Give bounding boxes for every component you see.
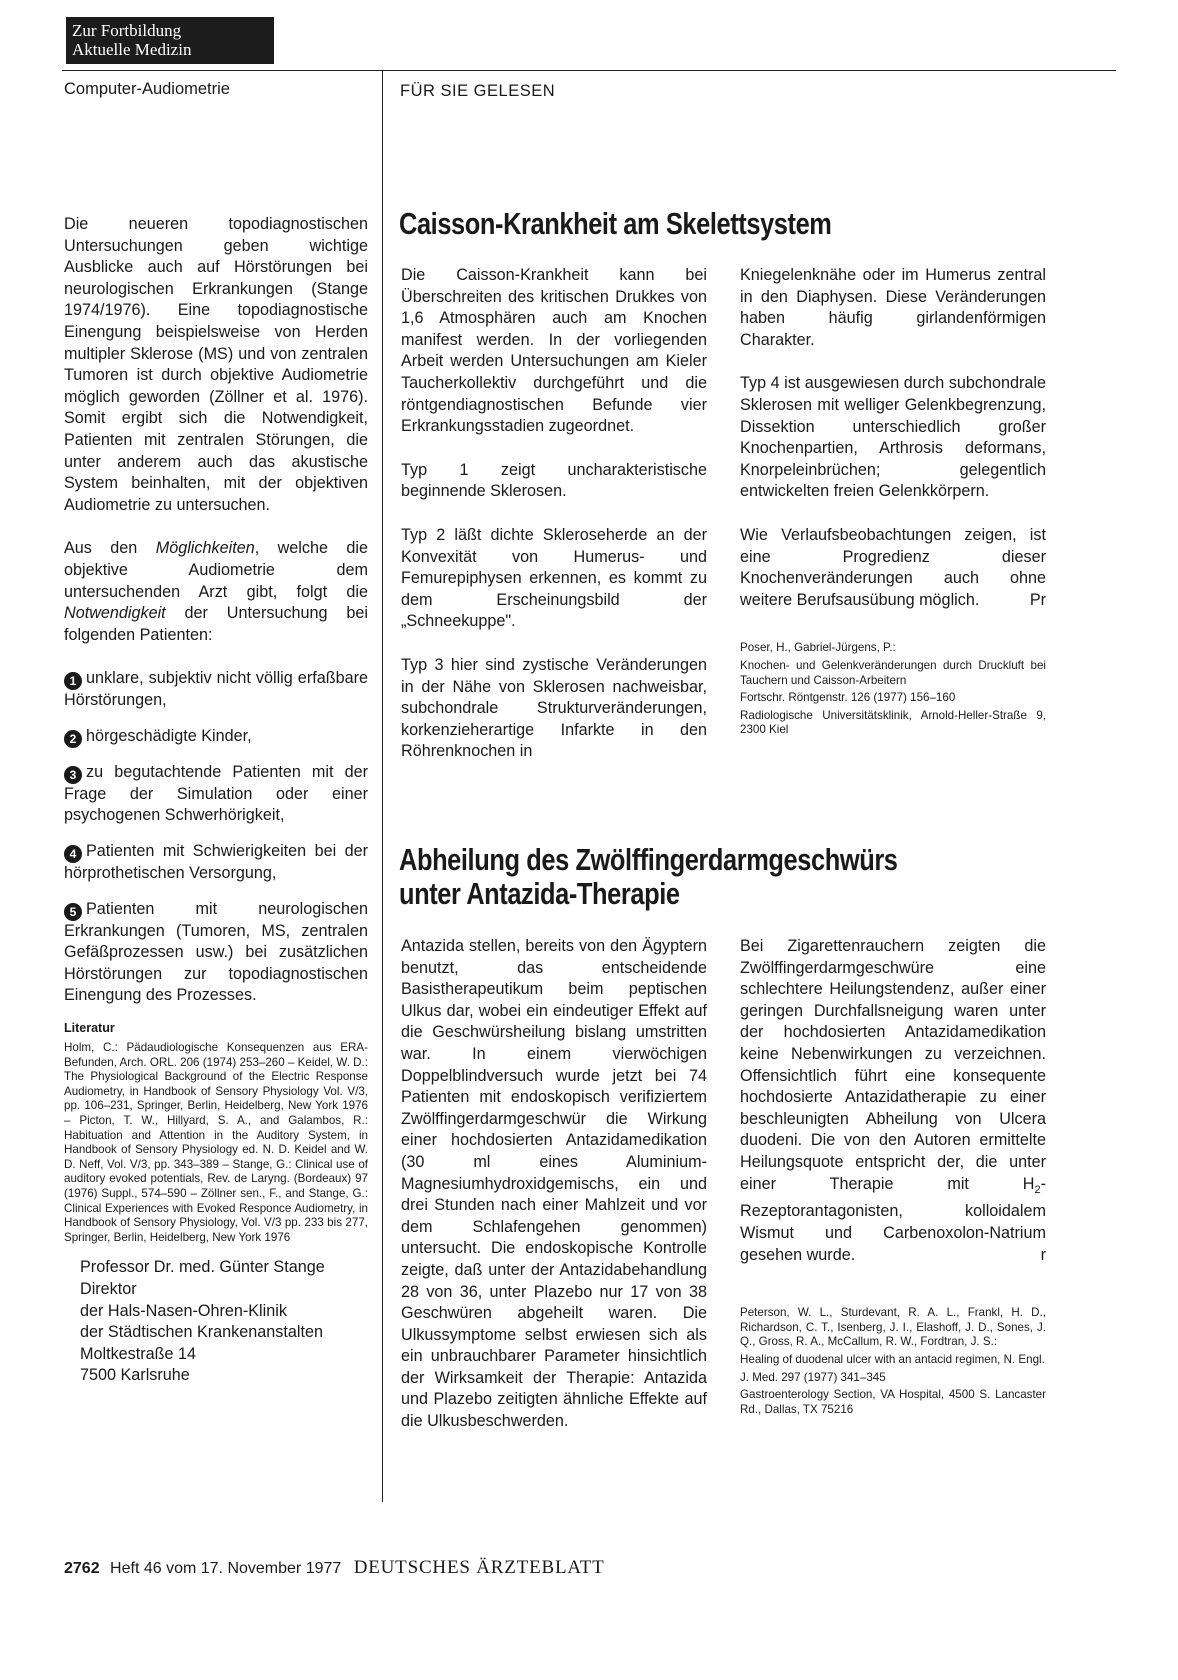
literature-text: Holm, C.: Pädaudiologische Konsequenzen aus ERA-Befunden, Arch. ORL. 206 (1974) 253–260 – Keidel, W. D.: The Physiological Background of the Electric Response Audiometry, in Handbook of Sensory Physiology Vol. V/3, pp. 106–231, Springer, Berlin, Heidelberg, New York 1976 – Picton, T. W., Hillyard, S. A., and Galambos, R.: Habituation and Attention in the Auditory System, in Handbook of Sensory Physiology ed. N. D. Keidel and W. D. Neff, Vol. V/3, pp. 343–389 – Stange, G.: Clinical use of auditory evoked potentials, Rev. de Laryng. (Bordeaux) 97 (1976) Suppl., 574–590 – Zöllner sen., F., and Stange, G.: Clinical Experiences with Evoked Responce Audiometry, in Handbook of Sensory Physiology, Vol. V/3 pp. 233 bis 277, Springer, Berlin, Heidelberg, New York 1976 [64,1041,368,1244]
section-badge [66,17,274,64]
column-divider [382,70,383,1502]
author-signature: Pr [1029,590,1046,609]
number-badge-icon: 4 [64,845,82,863]
article2-paragraph: Antazida stellen, bereits von den Ägyptern benutzt, das entscheidende Basistherapeutikum beim peptischen Ulkus dar, wobei ein eindeutiger Effekt auf die Geschwürsheilung bislang umstritten war. In einem vierwöchigen Doppelblindversuch wurde jetzt bei 74 Patienten mit endoskopisch verifiziertem Zwölffingerdarmgeschwür die Wirkung einer hochdosierten Antazidamedikation (30 ml eines Aluminium-Magnesiumhydroxidgemischs, ein und drei Stunden nach einer Mahlzeit und vor dem Schlafengehen genommen) untersucht. Die endoskopische Kontrolle zeigte, daß unter der Antazidabehandlung 28 von 36, unter Plazebo nur 17 von 38 Geschwüren abgeheilt waren. Die Ulkussymptome selbst erwiesen sich als ein unbrauchbarer Parameter hinsichtlich der Wirksamkeit der Therapie: Antazida und Plazebo zeitigten ähnliche Effekte auf die Ulkusbeschwerden. [401,937,707,1431]
article1-paragraph: Typ 4 ist ausgewiesen durch subchondrale Sklerosen mit welliger Gelenkbegrenzung, Dissektion unterschiedlich großer Knochenpartien, Arthrosis deformans, Knorpeleinbrüchen; gelegentlich entwickelten freien Gelenkkörpern. [740,374,1046,501]
section-label-right: FÜR SIE GELESEN [400,82,556,100]
emphasis-notwendigkeit: Notwendigkeit [64,604,166,623]
article2-paragraph: Bei Zigarettenrauchern zeigten die Zwölffingerdarmgeschwüre eine schlechtere Heilungstendenz, außer einer geringen Durchfallsneigung waren unter der hochdosierten Antazidamedikation keine Nebenwirkungen zu verzeichnen. Offensichtlich führt eine konsequente hochdosierte Antazidatherapie zu einer beschleunigten Abheilung von Ulcera duodeni. Die von den Autoren ermittelte Heilungsquote entspricht der, die unter einer Therapie mit $H_2$-Rezeptorantagonisten, kolloidalem Wismut und Carbenoxolon-Natrium gesehen wurde. r [740,936,1046,1266]
patient-list [64,668,368,1007]
article2-col2 [740,936,1046,1417]
article2-references: Peterson, W. L., Sturdevant, R. A. L., Frankl, H. D., Richardson, C. T., Isenberg, J. I., Elashoff, J. D., Sones, J. Q., Gross, R. A., McCallum, R. W., Fordtran, J. S.: Healing of duodenal ulcer with an antacid regimen, N. Engl. J. Med. 297 (1977) 341–345 Gastroenterology Section, VA Hospital, 4500 S. Lancaster Rd., Dallas, TX 75216 [740,1306,1046,1416]
article1-paragraph: Kniegelenknähe oder im Humerus zentral in den Diaphysen. Diese Veränderungen haben häufig girlandenförmigen Charakter. [740,266,1046,349]
page-footer [64,1557,605,1579]
author-signature: r [1040,1245,1046,1264]
badge-line-1: Zur Fortbildung [72,21,182,40]
number-badge-icon: 5 [64,903,82,921]
article1-paragraph: Typ 2 läßt dichte Skleroseherde an der Konvexität von Humerus- und Femurepiphysen erkennen, es kommt zu dem Erscheinungsbild der „Schneekuppe". [401,525,707,631]
article2-title-line-2: unter Antazida-Therapie [399,876,680,911]
header-rule [62,70,1116,71]
article1-title: Caisson-Krankheit am Skelettsystem [399,206,832,241]
author-address: Professor Dr. med. Günter Stange Direktor der Hals-Nasen-Ohren-Klinik der Städtischen Krankenanstalten Moltkestraße 14 7500 Karlsruhe [80,1258,325,1385]
list-item: 3 zu begutachtende Patienten mit der Frage der Simulation oder einer psychogenen Schwerhörigkeit, [64,762,368,825]
article1-references: Poser, H., Gabriel-Jürgens, P.: Knochen- und Gelenkveränderungen durch Druckluft bei Tauchern und Caisson-Arbeitern Fortschr. Röntgenstr. 126 (1977) 156–160 Radiologische Universitätsklinik, Arnold-Heller-Straße 9, 2300 Kiel [740,641,1046,737]
article1-paragraph: Wie Verlaufsbeobachtungen zeigen, ist eine Progredienz dieser Knochenveränderungen auch ohne weitere Berufsausübung möglich. Pr [740,525,1046,611]
article1-col1 [401,265,707,763]
left-column [64,214,368,1387]
issue-info: Heft 46 vom 17. November 1977 [110,1560,342,1577]
number-badge-icon: 2 [64,730,82,748]
left-paragraph-2: Aus den Möglichkeiten, welche die objektive Audiometrie dem untersuchenden Arzt gibt, folgt die Notwendigkeit der Untersuchung bei folgenden Patienten: [64,539,368,644]
article1-paragraph: Typ 3 hier sind zystische Veränderungen in der Nähe von Sklerosen nachweisbar, subchondrale Strukturveränderungen, korkenzieherartige Infarkte in den Röhrenknochen in [401,655,707,761]
literature-heading: Literatur [64,1021,115,1036]
number-badge-icon: 1 [64,672,82,690]
journal-name: DEUTSCHES ÄRZTEBLATT [353,1557,605,1578]
list-item: 2 hörgeschädigte Kinder, [64,726,368,748]
section-label-left: Computer-Audiometrie [64,80,230,98]
left-paragraph-1: Die neueren topodiagnostischen Untersuchungen geben wichtige Ausblicke auch auf Hörstörungen bei neurologischen Erkrankungen (Stange 1974/1976). Eine topodiagnostische Einengung beispielsweise von Herden multipler Sklerose (MS) und von zentralen Tumoren ist durch objektive Audiometrie möglich geworden (Zöllner et al. 1976). Somit ergibt sich die Notwendigkeit, Patienten mit zentralen Störungen, die unter anderem auch das akustische System beinhalten, mit der objektiven Audiometrie zu untersuchen. [64,215,368,514]
article2-title-line-1: Abheilung des Zwölffingerdarmgeschwürs [399,842,898,877]
list-item: 5 Patienten mit neurologischen Erkrankungen (Tumoren, MS, zentralen Gefäßprozessen usw.) bei zusätzlichen Hörstörungen zur topodiagnostischen Einengung des Prozesses. [64,899,368,1005]
article1-paragraph: Die Caisson-Krankheit kann bei Überschreiten des kritischen Drukkes von 1,6 Atmosphären auch am Knochen manifest werden. In der vorliegenden Arbeit werden Untersuchungen am Kieler Taucherkollektiv durchgeführt und die röntgendiagnostischen Befunde vier Erkrankungsstadien zugeordnet. [401,266,707,436]
article1-paragraph: Typ 1 zeigt uncharakteristische beginnende Sklerosen. [401,460,707,501]
article2-col1 [401,936,707,1433]
list-item: 1 unklare, subjektiv nicht völlig erfaßbare Hörstörungen, [64,669,368,710]
badge-line-2: Aktuelle Medizin [72,40,192,59]
article1-col2 [740,265,1046,738]
emphasis-moeglichkeiten: Möglichkeiten [155,539,255,558]
number-badge-icon: 3 [64,766,82,784]
page-number: 2762 [64,1560,100,1577]
list-item: 4 Patienten mit Schwierigkeiten bei der hörprothetischen Versorgung, [64,842,368,883]
